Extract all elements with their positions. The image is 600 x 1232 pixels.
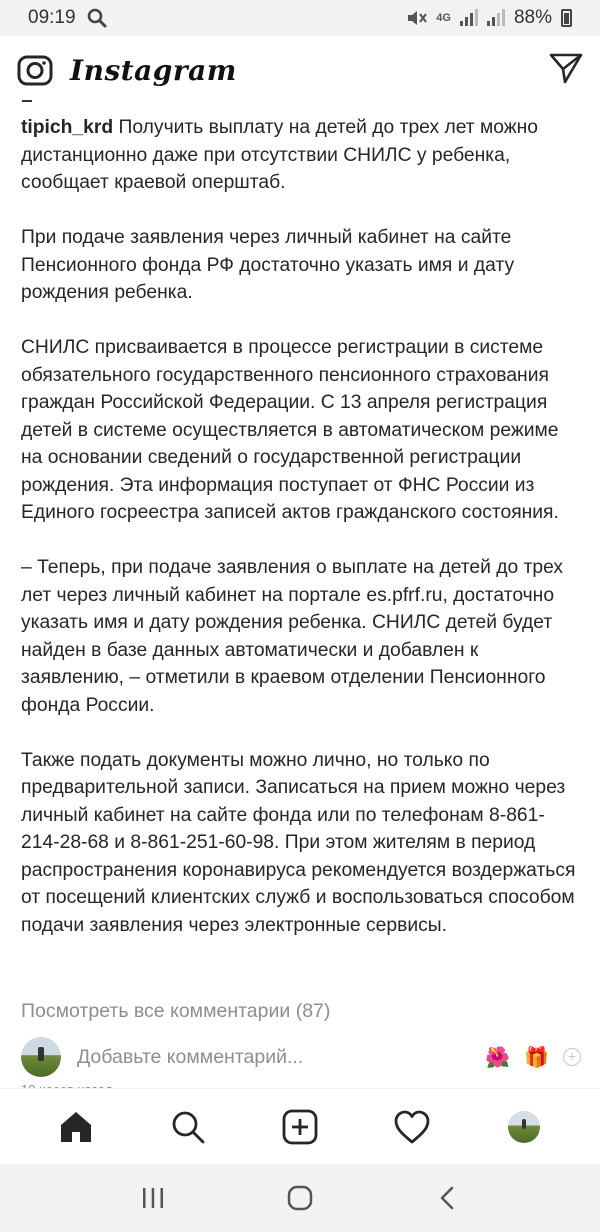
battery-icon: [561, 9, 572, 27]
nav-search[interactable]: [158, 1097, 218, 1157]
signal-icon: [460, 10, 478, 26]
comment-input[interactable]: Добавьте комментарий...: [77, 1045, 304, 1068]
network-type: 4G: [436, 12, 451, 24]
cut-off-text: [22, 96, 32, 102]
paper-plane-icon[interactable]: [548, 50, 584, 86]
view-all-comments-link[interactable]: Посмотреть все комментарии (87): [21, 1000, 331, 1022]
nav-home[interactable]: [46, 1097, 106, 1157]
heart-icon: [393, 1109, 431, 1145]
instagram-logo: Instagram: [70, 53, 237, 87]
add-comment-row: [21, 1036, 581, 1078]
status-time: 09:19: [28, 7, 76, 28]
add-post-icon: [282, 1109, 318, 1145]
back-system-button[interactable]: [417, 1173, 477, 1223]
gift-emoji-button[interactable]: 🎁: [524, 1046, 549, 1069]
home-icon: [58, 1109, 94, 1145]
app-header: [0, 36, 600, 104]
recent-apps-button[interactable]: [123, 1173, 183, 1223]
bottom-navigation: [0, 1088, 600, 1164]
mute-icon: [405, 8, 427, 28]
caption-paragraph: При подаче заявления через личный кабинет на сайте Пенсионного фонда РФ достаточно указать имя и дату рождения ребенка.: [21, 227, 515, 303]
avatar: [21, 1037, 61, 1077]
post-username[interactable]: tipich_krd: [21, 117, 114, 138]
caption-paragraph: Также подать документы можно лично, но только по предварительной записи. Записаться на прием можно через личный кабинет на сайте фонда или по телефонам 8-861-214-28-68 и 8-861-251-60-98. При этом жителям в период распространения коронавируса рекомендуется воздержаться от посещений клиентских служб и воспользоваться способом подачи заявления через электронные сервисы.: [21, 749, 576, 936]
search-icon: [170, 1109, 206, 1145]
status-bar: [0, 0, 600, 36]
home-circle-icon: [287, 1185, 313, 1211]
profile-avatar: [508, 1111, 540, 1143]
battery-percent: 88%: [513, 7, 552, 28]
caption-paragraph: СНИЛС присваивается в процессе регистрации в системе обязательного государственного пенсионного страхования граждан Российской Федерации. С 13 апреля регистрация детей в системе осуществляется в автоматическом режиме на основании сведений о государственной регистрации рождения. Эта информация поступает от ФНС России из Единого госреестра записей актов гражданского состояния.: [21, 337, 559, 523]
home-system-button[interactable]: [270, 1173, 330, 1223]
back-chevron-icon: [437, 1185, 457, 1211]
nav-profile[interactable]: [494, 1097, 554, 1157]
caption-text: Получить выплату на детей до трех лет можно дистанционно даже при отсутствии СНИЛС у ребенка, сообщает краевой оперштаб.: [21, 117, 539, 193]
nav-new-post[interactable]: [270, 1097, 330, 1157]
post-content: [0, 104, 600, 1088]
system-navigation-bar: [0, 1164, 600, 1232]
nav-activity[interactable]: [382, 1097, 442, 1157]
caption-first-paragraph: [21, 114, 581, 197]
post-caption: [21, 114, 581, 967]
recent-apps-icon: [140, 1186, 166, 1210]
signal-icon-2: [487, 10, 505, 26]
caption-paragraph: – Теперь, при подаче заявления о выплате на детей до трех лет через личный кабинет на портале es.pfrf.ru, достаточно указать имя и дату рождения ребенка. СНИЛС детей будет найден в базе данных автоматически и добавлен к заявлению, – отметили в краевом отделении Пенсионного фонда России.: [21, 557, 564, 716]
search-status-icon: [86, 7, 108, 29]
camera-icon[interactable]: [16, 51, 54, 89]
flower-emoji-button[interactable]: 🌺: [485, 1046, 511, 1069]
add-emoji-icon[interactable]: +: [563, 1048, 581, 1066]
